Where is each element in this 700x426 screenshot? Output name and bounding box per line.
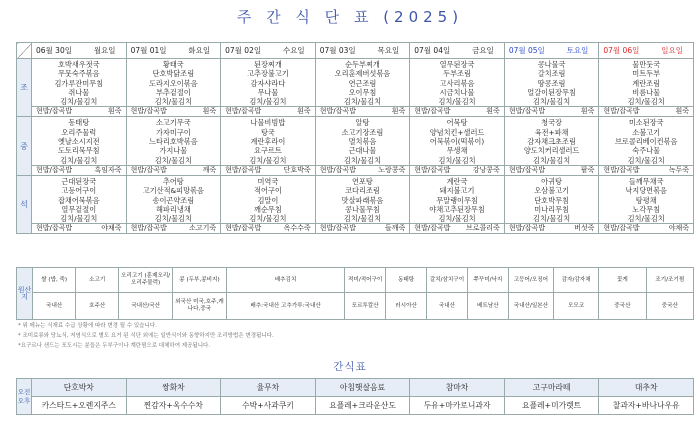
day-weekday: 화요일 <box>188 46 211 55</box>
origin-ingredient: 적미/적어구이 <box>345 268 386 293</box>
dish-item: 적어구이 <box>254 186 282 196</box>
dish-item: 비름나물 <box>632 87 661 97</box>
porridge-option: 흑임자죽 <box>94 165 122 174</box>
dish-item: 얼갈이된장무침 <box>527 87 576 97</box>
dish-item: 김치/물김치 <box>60 155 98 165</box>
meal-side-row <box>17 165 694 175</box>
dish-item: 들깨무채국 <box>628 176 664 186</box>
side-cell <box>315 107 410 117</box>
dish-item: 김치/물김치 <box>438 97 476 107</box>
dish-item: 동태탕 <box>68 118 90 128</box>
porridge-option: 노랑콩죽 <box>378 165 406 174</box>
snack-afternoon: 두유+마카로니과자 <box>410 397 505 415</box>
dish-item: 오이무침 <box>348 87 377 97</box>
origin-ingredient: 감자/감자채 <box>554 268 599 293</box>
rice-option: 현밥/잡곡밥 <box>36 224 73 233</box>
side-cell <box>32 107 127 117</box>
origin-label: 원산지 <box>17 268 33 320</box>
dish-item: 두부조림 <box>443 69 471 79</box>
dish-item: 어묵탕 <box>446 118 468 128</box>
dish-item: 브로콜리베이컨볶음 <box>614 137 678 147</box>
page-title: 주 간 식 단 표 (2025) <box>236 8 464 26</box>
menu-cell <box>599 117 694 165</box>
menu-cell <box>221 59 316 107</box>
menu-cell <box>315 59 410 107</box>
dish-item: 나물비빔밥 <box>250 118 286 128</box>
menu-cell <box>315 117 410 165</box>
day-header <box>410 43 505 59</box>
menu-cell <box>599 175 694 223</box>
side-cell <box>410 107 505 117</box>
dish-item: 코다리조림 <box>345 186 380 196</box>
dish-item: 무뭇숙주볶음 <box>57 69 100 79</box>
day-weekday: 일요일 <box>661 46 683 55</box>
rice-option: 현밥/잡곡밥 <box>130 165 167 174</box>
dish-item: 물만둣국 <box>632 60 661 69</box>
rice-option: 현밥/잡곡밥 <box>225 107 262 116</box>
dish-item: 청국장 <box>541 118 563 128</box>
dish-item: 김치/물김치 <box>533 155 571 165</box>
origin-ingredient: 쭈꾸미/낙지 <box>467 268 508 293</box>
day-date: 07월 03일 <box>319 46 356 55</box>
dish-item: 땅콩조림 <box>537 78 566 88</box>
menu-cell <box>599 59 694 107</box>
snack-title: 간식표 <box>333 361 367 373</box>
dish-item: 노각무침 <box>632 204 661 214</box>
dish-item: 탕국 <box>260 127 275 137</box>
dish-item: 숙주나물 <box>632 146 661 156</box>
day-header <box>126 43 221 59</box>
snack-morning: 대추차 <box>599 379 694 397</box>
dish-item: 계란후라이 <box>250 137 286 147</box>
porridge-option: 브로콜리죽 <box>466 224 500 233</box>
dish-item: 소고기장조림 <box>341 127 384 137</box>
meal-label: 중 <box>17 117 32 175</box>
rice-option: 현밥/잡곡밥 <box>36 107 73 116</box>
dish-item: 호박새우젓국 <box>57 60 100 69</box>
dish-item: 무말랭이무침 <box>436 195 478 205</box>
rice-option: 현밥/잡곡밥 <box>508 224 545 233</box>
side-cell <box>504 107 599 117</box>
dish-item: 추어탕 <box>162 176 184 186</box>
menu-cell <box>126 117 221 165</box>
dish-item: 고등어구이 <box>61 186 97 196</box>
dish-item: 옛날소시지전 <box>57 137 100 147</box>
porridge-option: 녹두죽 <box>668 165 689 174</box>
dish-item: 돼지불고기 <box>439 186 475 196</box>
menu-cell <box>32 59 127 107</box>
menu-cell <box>410 59 505 107</box>
origin-ingredient: 조기/조기찜 <box>646 268 693 293</box>
snack-afternoon: 찰과자+바나나우유 <box>599 397 694 415</box>
origin-source: 중국산 <box>646 293 693 320</box>
menu-cell <box>32 117 127 165</box>
dish-item: 미나리무침 <box>534 204 569 214</box>
porridge-option: 흰죽 <box>391 107 406 116</box>
dish-item: 느타리호박볶음 <box>149 137 198 147</box>
origin-source: 국내산 <box>427 293 468 320</box>
origin-ingredient: 고등어/오징어 <box>508 268 553 293</box>
dish-item: 미소된장국 <box>628 118 664 128</box>
dish-item: 낙지당면볶음 <box>625 186 668 196</box>
snack-morning: 아침햇살음료 <box>315 379 410 397</box>
side-cell <box>410 224 505 234</box>
dish-item: 계란조림 <box>632 78 661 88</box>
day-weekday: 금요일 <box>472 46 494 55</box>
rice-option: 현밥/잡곡밥 <box>225 165 262 174</box>
dish-item: 육전+파채 <box>534 127 569 137</box>
menu-cell <box>221 175 316 223</box>
origin-source: 외국산 미국,호주,캐나다,중국 <box>173 293 227 320</box>
day-date: 06월 30일 <box>36 46 72 55</box>
rice-option: 현밥/잡곡밥 <box>508 107 545 116</box>
porridge-option: 옥수수죽 <box>283 224 311 233</box>
dish-item: 김치/물김치 <box>438 155 476 165</box>
snack-morning: 고구마라떼 <box>504 379 599 397</box>
dish-item: 김치/물김치 <box>249 97 287 107</box>
dish-item: 계란국 <box>446 176 468 186</box>
rice-option: 현밥/잡곡밥 <box>603 107 640 116</box>
side-cell <box>126 224 221 234</box>
dish-item: 시금치나물 <box>439 87 475 97</box>
dish-item: 아귀탕 <box>541 176 563 186</box>
rice-option: 현밥/잡곡밥 <box>414 107 451 116</box>
dish-item: 김치/물김치 <box>627 214 665 224</box>
origin-source: 베트남산 <box>467 293 508 320</box>
dish-item: 김치/물김치 <box>249 214 287 224</box>
origin-ingredient: 배추김치 <box>226 268 344 293</box>
dish-item: 김치/물김치 <box>60 97 98 107</box>
origin-ingredient: 소고기 <box>76 268 119 293</box>
side-cell <box>32 165 127 175</box>
dish-item: 김치/물김치 <box>343 155 382 165</box>
day-weekday: 토요일 <box>566 46 589 55</box>
menu-cell <box>504 175 599 223</box>
note-line: * 위 메뉴는 식재료 수급 상황에 따라 변경 될 수 있습니다. <box>18 323 157 329</box>
origin-source: 호주산 <box>76 293 119 320</box>
meal-row <box>17 117 694 165</box>
porridge-option: 강낭콩죽 <box>472 165 500 174</box>
menu-cell <box>221 117 316 165</box>
note-line: *요구르나 샌드는 포도시는 분들은 두부구이나 계란찜으로 대체하여 제공됩니다. <box>18 343 211 349</box>
dish-item: 갈치조림 <box>537 69 566 79</box>
dish-item: 열무된장국 <box>439 60 475 69</box>
dish-item: 콩나물무침 <box>345 204 380 214</box>
note-line: * 조미료류와 당뇨식, 저염식으로 별도 요거 된 식단 외에는 일반식이와 동향하지만 조리방법은 변경됩니다. <box>18 333 274 339</box>
snack-afternoon: 수박+사과쿠키 <box>221 397 316 415</box>
rice-option: 현밥/잡곡밥 <box>603 165 640 174</box>
rice-option: 현밥/잡곡밥 <box>130 224 167 233</box>
dish-item: 쥐나물 <box>68 87 90 97</box>
day-date: 07월 01일 <box>130 46 167 55</box>
dish-item: 도라지오이볶음 <box>149 78 198 88</box>
dish-item: 양도치커리샐러드 <box>523 146 580 156</box>
snack-morning: 참마차 <box>410 379 505 397</box>
dish-item: 무생채 <box>446 146 468 156</box>
snack-label: 오전 오후 <box>17 379 32 415</box>
dish-item: 송이곤약조림 <box>152 195 195 205</box>
rice-option: 현밥/잡곡밥 <box>319 165 356 174</box>
dish-item: 김치/물김치 <box>60 214 98 224</box>
menu-cell <box>410 117 505 165</box>
snack-afternoon: 카스타드+오렌지주스 <box>32 397 127 415</box>
dish-item: 김말이 <box>257 195 279 205</box>
dish-item: 김가루잔미무침 <box>54 78 104 88</box>
day-date: 07월 05일 <box>508 46 545 55</box>
side-cell <box>599 224 694 234</box>
side-cell <box>315 224 410 234</box>
origin-source: 국내산 <box>33 293 76 320</box>
dish-item: 소불고기 <box>632 127 661 137</box>
meal-row <box>17 59 694 107</box>
menu-cell <box>504 117 599 165</box>
side-cell <box>126 165 221 175</box>
porridge-option: 버섯죽 <box>574 224 595 233</box>
dish-item: 미트두부 <box>632 69 661 79</box>
dish-item: 김치/물김치 <box>627 97 665 107</box>
dish-item: 멸치볶음 <box>348 137 377 147</box>
dish-item: 김치/물김치 <box>533 214 571 224</box>
porridge-option: 흰죽 <box>675 107 689 116</box>
porridge-option: 흰죽 <box>486 107 500 116</box>
dish-item: 잡채어묵볶음 <box>57 195 100 205</box>
day-header <box>599 43 694 59</box>
origin-ingredient: 갈치/삼치구이 <box>427 268 468 293</box>
dish-item: 맛살파래볶음 <box>341 195 384 205</box>
meal-row <box>17 175 694 223</box>
side-cell <box>599 165 694 175</box>
dish-item: 가지나물 <box>159 146 188 156</box>
day-header <box>221 43 316 59</box>
porridge-option: 야채죽 <box>668 224 689 233</box>
side-cell <box>504 165 599 175</box>
dish-item: 오리주물럭 <box>61 127 97 137</box>
rice-option: 현밥/잡곡밥 <box>225 224 262 233</box>
menu-cell <box>126 59 221 107</box>
origin-table <box>16 267 694 320</box>
origin-source: 포르투칼산 <box>345 293 386 320</box>
rice-option: 현밥/잡곡밥 <box>319 224 356 233</box>
porridge-option: 흰죽 <box>580 107 595 116</box>
dish-item: 단호박닭조림 <box>152 69 195 79</box>
dish-item: 도토리묵무침 <box>57 146 100 156</box>
snack-afternoon: 요플레+크라운산도 <box>315 397 410 415</box>
dish-item: 깨순무침 <box>254 204 282 214</box>
dish-item: 양념치킨+샐러드 <box>429 127 485 137</box>
dish-item: 연근조림 <box>348 78 377 88</box>
side-cell <box>599 107 694 117</box>
origin-ingredient: 오리고기 (훈제오리/오리주물럭) <box>119 268 173 293</box>
dish-item: 된장찌개 <box>254 60 282 69</box>
day-date: 07월 06일 <box>603 46 640 55</box>
rice-option: 현밥/잡곡밥 <box>130 107 167 116</box>
origin-ingredient: 동태탕 <box>386 268 427 293</box>
dish-item: 오삼불고기 <box>534 186 569 196</box>
notes <box>18 321 274 351</box>
side-cell <box>315 165 410 175</box>
dish-item: 김치/물김치 <box>343 214 382 224</box>
dish-item: 소고기무국 <box>155 118 191 128</box>
porridge-option: 팥죽 <box>580 165 595 174</box>
dish-item: 김치/물김치 <box>343 97 382 107</box>
dish-item: 야채고추된장무침 <box>429 204 485 214</box>
dish-item: 탕평채 <box>635 195 657 205</box>
dish-item: 고추장불고기 <box>247 69 289 79</box>
dish-item: 김치/물김치 <box>154 97 192 107</box>
meal-label: 석 <box>17 175 32 233</box>
dish-item: 어묵볶이(떡볶이) <box>429 137 485 147</box>
dish-item: 근대된장국 <box>61 176 97 186</box>
menu-cell <box>410 175 505 223</box>
dish-item: 고사리볶음 <box>439 78 475 88</box>
snack-afternoon: 찐감자+옥수수차 <box>126 397 221 415</box>
dish-item: 요구르트 <box>254 146 282 156</box>
meal-label: 조 <box>17 59 32 117</box>
dish-item: 연포탕 <box>352 176 373 186</box>
dish-item: 무나물 <box>257 87 279 97</box>
table-corner <box>17 43 32 59</box>
rice-option: 현밥/잡곡밥 <box>414 165 451 174</box>
menu-cell <box>126 175 221 223</box>
origin-source: 국내산/국산 <box>119 293 173 320</box>
dish-item: 근대나물 <box>348 146 377 156</box>
day-weekday: 수요일 <box>282 46 305 55</box>
dish-item: 황태국 <box>162 60 184 69</box>
day-header <box>32 43 127 59</box>
rice-option: 현밥/잡곡밥 <box>508 165 545 174</box>
day-header <box>504 43 599 59</box>
day-header <box>315 43 410 59</box>
snack-morning: 율무차 <box>221 379 316 397</box>
origin-ingredient: 콩 (두부,콩비지) <box>173 268 227 293</box>
origin-source: 배추:국내산 고추가루:국내산 <box>226 293 344 320</box>
side-cell <box>221 224 316 234</box>
dish-item: 김치/물김치 <box>438 214 476 224</box>
menu-cell <box>315 175 410 223</box>
porridge-option: 단호박죽 <box>283 165 311 174</box>
dish-item: 콩나물국 <box>537 60 566 69</box>
dish-item: 가자미구이 <box>155 127 191 137</box>
dish-item: 김치/물김치 <box>154 155 192 165</box>
dish-item: 미역국 <box>257 176 279 186</box>
origin-source: 중국산 <box>599 293 646 320</box>
porridge-option: 흰죽 <box>108 107 122 116</box>
snack-afternoon: 요플레+미가렛트 <box>504 397 599 415</box>
snack-morning: 단호박차 <box>32 379 127 397</box>
porridge-option: 깨죽 <box>202 165 217 174</box>
menu-cell <box>504 59 599 107</box>
rice-option: 현밥/잡곡밥 <box>414 224 451 233</box>
dish-item: 단호박무침 <box>534 195 569 205</box>
dish-item: 김치/물김치 <box>533 97 571 107</box>
day-date: 07월 04일 <box>414 46 451 55</box>
dish-item: 김치/물김치 <box>154 214 192 224</box>
origin-source: 모모코 <box>554 293 599 320</box>
dish-item: 해파리냉채 <box>155 204 191 214</box>
origin-source: 러시아산 <box>386 293 427 320</box>
menu-cell <box>32 175 127 223</box>
dish-item: 부추겉절이 <box>155 87 191 97</box>
meal-side-row <box>17 107 694 117</box>
side-cell <box>410 165 505 175</box>
side-cell <box>221 165 316 175</box>
side-cell <box>221 107 316 117</box>
porridge-option: 들깨죽 <box>384 224 406 233</box>
dish-item: 열무겉절이 <box>61 204 97 214</box>
day-date: 07월 02일 <box>225 46 262 55</box>
origin-ingredient: 쌀 (밥, 죽) <box>33 268 76 293</box>
snack-table <box>16 378 694 415</box>
rice-option: 현밥/잡곡밥 <box>319 107 356 116</box>
dish-item: 감자채크초조림 <box>527 137 576 147</box>
day-weekday: 목요일 <box>377 46 400 55</box>
rice-option: 현밥/잡곡밥 <box>603 224 640 233</box>
weekly-menu-table <box>16 42 694 234</box>
dish-item: 김치/물김치 <box>627 155 665 165</box>
porridge-option: 흰죽 <box>297 107 311 116</box>
origin-source: 국내산/일본산 <box>508 293 553 320</box>
side-cell <box>504 224 599 234</box>
porridge-option: 흰죽 <box>202 107 217 116</box>
meal-side-row <box>17 224 694 234</box>
day-weekday: 월요일 <box>93 46 116 55</box>
dish-item: 알탕 <box>355 118 370 128</box>
origin-ingredient: 꽃게 <box>599 268 646 293</box>
side-cell <box>32 224 127 234</box>
dish-item: 순두부찌개 <box>345 60 380 69</box>
side-cell <box>126 107 221 117</box>
dish-item: 고기산적&피망볶음 <box>142 186 204 196</box>
porridge-option: 소고기죽 <box>189 224 217 233</box>
rice-option: 현밥/잡곡밥 <box>36 165 73 174</box>
dish-item: 김치/물김치 <box>249 155 287 165</box>
dish-item: 오리훈제버섯볶음 <box>334 69 391 79</box>
snack-morning: 쌍화차 <box>126 379 221 397</box>
dish-item: 감자샤라다 <box>250 78 286 88</box>
porridge-option: 야채죽 <box>101 224 122 233</box>
